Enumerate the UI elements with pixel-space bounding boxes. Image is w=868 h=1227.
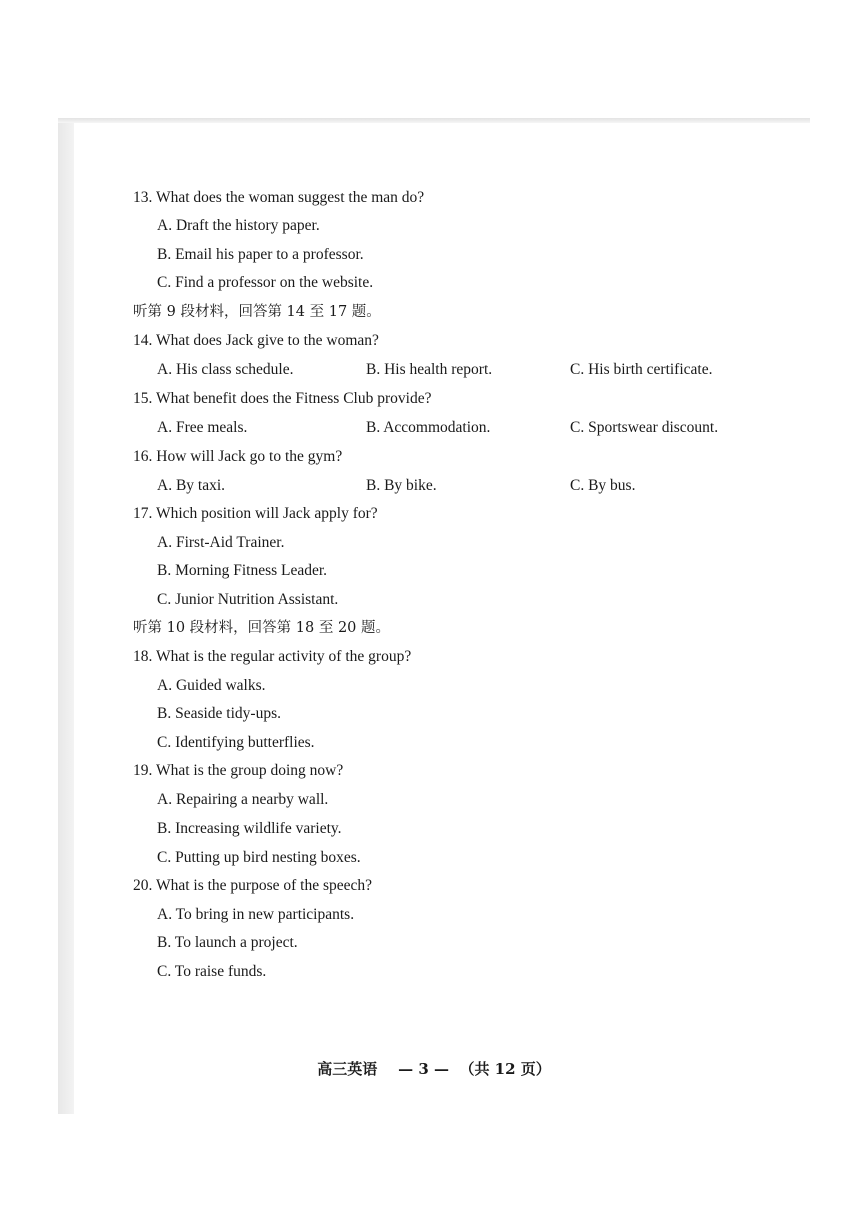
question-20-option-a: A. To bring in new participants.: [157, 906, 355, 923]
question-20-option-c: C. To raise funds.: [157, 963, 267, 980]
question-14-option-a: A. His class schedule.: [157, 361, 294, 378]
question-14-option-b: B. His health report.: [366, 361, 493, 378]
question-13-option-c: C. Find a professor on the website.: [157, 274, 374, 291]
question-14-stem: 14. What does Jack give to the woman?: [133, 332, 379, 349]
question-15-option-c: C. Sportswear discount.: [570, 419, 719, 436]
question-17-stem: 17. Which position will Jack apply for?: [133, 505, 378, 522]
page-footer: [0, 1059, 868, 1079]
question-19-option-c: C. Putting up bird nesting boxes.: [157, 849, 361, 866]
question-16-option-a: A. By taxi.: [157, 477, 226, 494]
footer-total-pages: （共 12 页）: [459, 1060, 551, 1078]
question-19-option-a: A. Repairing a nearby wall.: [157, 791, 329, 808]
question-18-option-b: B. Seaside tidy-ups.: [157, 705, 281, 722]
question-19-option-b: B. Increasing wildlife variety.: [157, 820, 342, 837]
question-18-option-a: A. Guided walks.: [157, 677, 266, 694]
question-19-stem: 19. What is the group doing now?: [133, 762, 344, 779]
question-20-stem: 20. What is the purpose of the speech?: [133, 877, 373, 894]
question-17-option-a: A. First-Aid Trainer.: [157, 534, 285, 551]
footer-subject: 高三英语: [317, 1060, 378, 1078]
question-15-option-a: A. Free meals.: [157, 419, 248, 436]
question-13-option-a: A. Draft the history paper.: [157, 217, 320, 234]
question-18-option-c: C. Identifying butterflies.: [157, 734, 315, 751]
question-13-stem: 13. What does the woman suggest the man do?: [133, 189, 425, 206]
question-14-option-c: C. His birth certificate.: [570, 361, 713, 378]
section-heading-10: 听第 10 段材料，回答第 18 至 20 题。: [133, 620, 391, 636]
question-13-option-b: B. Email his paper to a professor.: [157, 246, 364, 263]
question-17-option-c: C. Junior Nutrition Assistant.: [157, 591, 339, 608]
question-17-option-b: B. Morning Fitness Leader.: [157, 562, 328, 579]
question-20-option-b: B. To launch a project.: [157, 934, 298, 951]
question-16-option-c: C. By bus.: [570, 477, 636, 494]
question-15-option-b: B. Accommodation.: [366, 419, 491, 436]
footer-page-number: — 3 —: [398, 1060, 449, 1078]
question-16-option-b: B. By bike.: [366, 477, 437, 494]
question-16-stem: 16. How will Jack go to the gym?: [133, 448, 343, 465]
question-18-stem: 18. What is the regular activity of the group?: [133, 648, 412, 665]
scan-edge-left: [58, 118, 74, 1114]
question-15-stem: 15. What benefit does the Fitness Club provide?: [133, 390, 432, 407]
section-heading-9: 听第 9 段材料，回答第 14 至 17 题。: [133, 304, 381, 320]
